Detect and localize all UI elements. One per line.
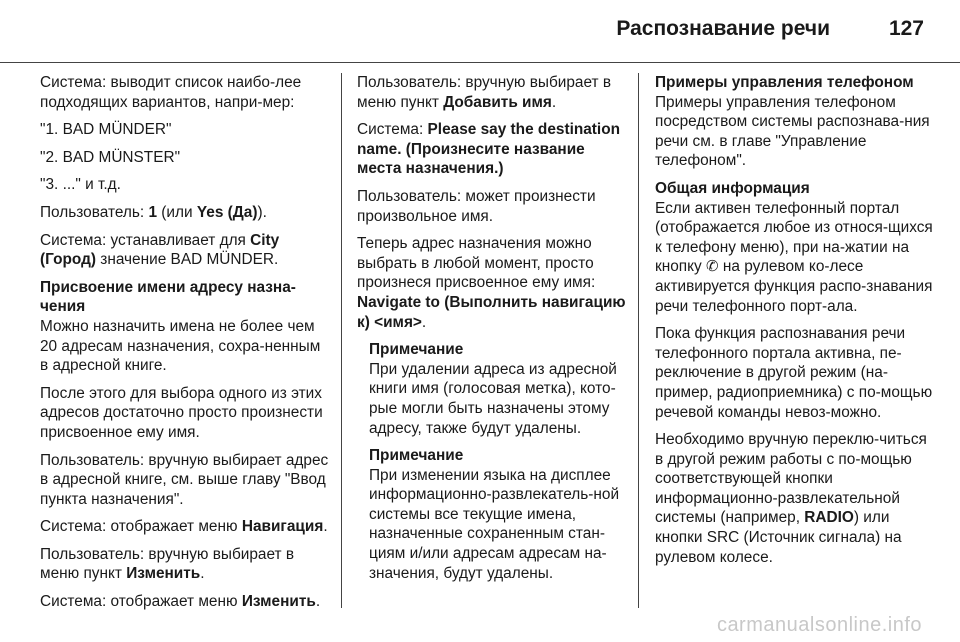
paragraph: Система: отображает меню Изменить. (40, 593, 321, 611)
section-phone-examples (655, 73, 937, 171)
paragraph: Система: Please say the destination name. (Произнесите название места назначения.) (357, 121, 621, 178)
section-assign-name (40, 278, 332, 376)
note-text: При изменении языка на дисплее информационно-развлекатель-ной системы все текущие имена, назначенные сохраненным стан-циям и/или адресам адресам на-значения, будут удалены. (369, 466, 620, 582)
page-header (0, 0, 960, 62)
section-heading: Присвоение имени адресу назна-чения (40, 278, 296, 316)
section-general-info (655, 179, 937, 316)
column-divider-1 (341, 73, 342, 608)
phone-voice-icon: ✆ (706, 258, 719, 276)
note-2 (369, 446, 629, 583)
list-item: "2. BAD MÜNSTER" (40, 148, 181, 166)
column-divider-2 (638, 73, 639, 608)
list-item: "3. ..." и т.д. (40, 176, 121, 194)
note-1 (369, 340, 629, 438)
section-heading: Примеры управления телефоном (655, 74, 914, 91)
paragraph: Система: отображает меню Навигация. (40, 518, 328, 536)
paragraph: Пока функция распознавания речи телефонного портала активна, пе-реключение в другой режим (на-пример, радиоприемника) с по-мощью речевой команды невоз-можно. (655, 325, 933, 421)
paragraph: Пользователь: вручную выбирает в меню пункт Изменить. (40, 545, 295, 583)
paragraph: Пользователь: 1 (или Yes (Да)). (40, 203, 267, 221)
column-3 (655, 73, 937, 575)
column-2 (357, 73, 629, 591)
paragraph: Можно назначить имена не более чем 20 адресам назначения, сохра-ненным в адресной книге. (40, 317, 321, 375)
paragraph: Пользователь: вручную выбирает в меню пункт Добавить имя. (357, 74, 612, 111)
column-1 (40, 73, 332, 620)
paragraph: Теперь адрес назначения можно выбрать в любой момент, просто произнеся присвоенное ему имя: Navigate to (Выполнить навигацию к) <имя>. (357, 235, 626, 331)
paragraph: Пользователь: может произнести произвольное имя. (357, 187, 596, 225)
paragraph: Система: выводит список наибо-лее подходящих вариантов, напри-мер: (40, 74, 302, 111)
list-item: "1. BAD MÜNDER" (40, 121, 172, 139)
note-heading: Примечание (369, 447, 464, 465)
section-heading: Общая информация (655, 179, 810, 197)
paragraph: Если активен телефонный портал (отображается любое из относя-щихся к телефону меню), при на-жатии на кнопку ✆ на рулевом ко-лесе активируется функция распо-знавания речи телефонного порт-ала. (655, 199, 933, 315)
paragraph: Необходимо вручную переклю-читься в другой режим работы с по-мощью соответствующей кнопки информационно-развлекательной системы (например, RADIO) или кнопки SRC (Источник сигнала) на рулевом колесе. (655, 431, 927, 566)
paragraph: Пользователь: вручную выбирает адрес в адресной книге, см. выше главу "Ввод пункта назначения". (40, 451, 329, 508)
watermark: carmanualsonline.info (716, 614, 922, 636)
note-heading: Примечание (369, 341, 464, 359)
page-number: 127 (888, 17, 924, 40)
page-title: Распознавание речи (616, 17, 830, 40)
header-rule (0, 62, 960, 63)
paragraph: Система: устанавливает для City (Город) значение BAD MÜNDER. (40, 231, 280, 269)
note-text: При удалении адреса из адресной книги имя (голосовая метка), кото-рые могли быть назначены этому адресу, также будут удалены. (369, 360, 617, 437)
paragraph: После этого для выбора одного из этих адресов достаточно просто произнести присвоенное ему имя. (40, 384, 323, 441)
paragraph: Примеры управления телефоном посредством системы распознава-ния речи см. в главе "Управление телефоном". (655, 93, 930, 170)
